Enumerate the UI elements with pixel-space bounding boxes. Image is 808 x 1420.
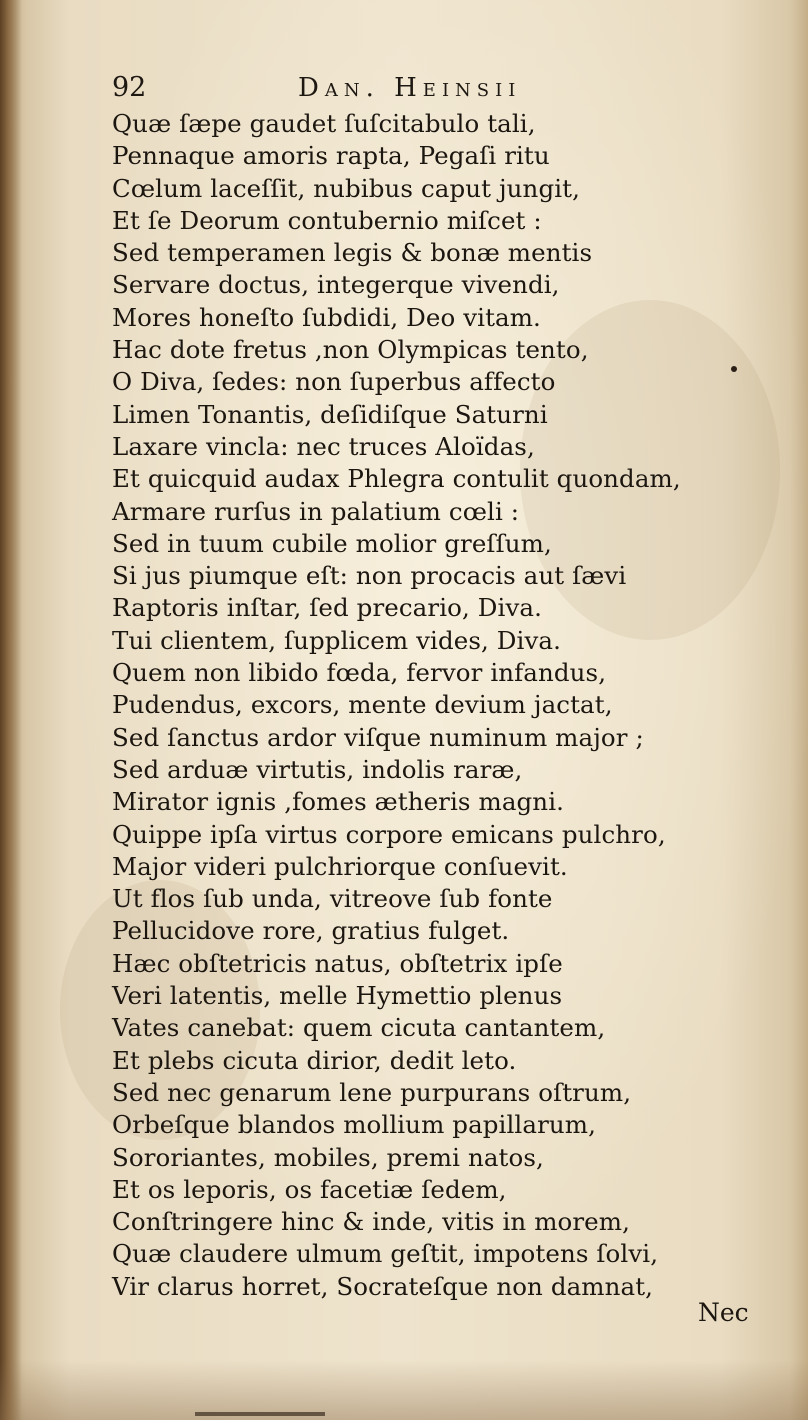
verse-line: Sed arduæ virtutis, indolis raræ, [112, 754, 523, 784]
verse-line: Pennaque amoris rapta, Pegaſi ritu [112, 141, 550, 171]
verse-block [112, 108, 712, 1303]
verse-line: Ut flos ſub unda, vitreove ſub fonte [112, 884, 553, 914]
verse-line: Major videri pulchriorque conſuevit. [112, 851, 568, 881]
verse-line: Mores honeſto ſubdidi, Deo vitam. [112, 302, 541, 332]
verse-line: Quem non libido fœda, fervor infandus, [112, 658, 607, 688]
verse-line: Hac dote fretus ,non Olympicas tento, [112, 335, 589, 365]
verse-line: Vir clarus horret, Socrateſque non damnat, [112, 1271, 654, 1301]
verse-line: Et ſe Deorum contubernio miſcet : [112, 205, 542, 235]
verse-line: Mirator ignis ,fomes ætheris magni. [112, 787, 565, 817]
spine-shadow [0, 0, 22, 1420]
verse-line: Conſtringere hinc & inde, vitis in morem, [112, 1207, 631, 1237]
verse-line: O Diva, ſedes: non ſuperbus affecto [112, 367, 556, 397]
verse-line: Laxare vincla: nec truces Aloïdas, [112, 431, 535, 461]
verse-line: Quippe ipſa virtus corpore emicans pulchro, [112, 819, 666, 849]
verse-line: Armare rurſus in palatium cœli : [112, 496, 520, 526]
verse-line: Raptoris inſtar, ſed precario, Diva. [112, 593, 542, 623]
verse-line: Sororiantes, mobiles, premi natos, [112, 1142, 544, 1172]
page-number: 92 [112, 72, 147, 103]
verse-line: Cœlum laceſſit, nubibus caput jungit, [112, 173, 580, 203]
verse-line: Tui clientem, ſupplicem vides, Diva. [112, 625, 562, 655]
catchword: Nec [698, 1298, 749, 1327]
page-header [112, 70, 592, 110]
verse-line: Servare doctus, integerque vivendi, [112, 270, 560, 300]
verse-line: Et os leporis, os facetiæ ſedem, [112, 1174, 507, 1204]
ink-speck [731, 366, 737, 372]
verse-line: Pellucidove rore, gratius fulget. [112, 916, 510, 946]
verse-line: Hæc obſtetricis natus, obſtetrix ipſe [112, 948, 563, 978]
verse-line: Quæ ſæpe gaudet ſuſcitabulo tali, [112, 109, 536, 138]
verse-line: Veri latentis, melle Hymettio plenus [112, 981, 563, 1011]
verse-line: Sed temperamen legis & bonæ mentis [112, 238, 593, 268]
verse-line: Sed in tuum cubile molior greſſum, [112, 528, 552, 558]
running-head: Dan. Heinsii [298, 73, 522, 103]
bottom-rule [195, 1412, 325, 1416]
verse-line: Pudendus, excors, mente devium jactat, [112, 690, 613, 720]
verse-line: Et plebs cicuta dirior, dedit leto. [112, 1045, 517, 1075]
verse-line: Et quicquid audax Phlegra contulit quondam, [112, 464, 681, 494]
verse-line: Orbeſque blandos mollium papillarum, [112, 1110, 596, 1140]
verse-line: Sed nec genarum lene purpurans oſtrum, [112, 1077, 632, 1107]
verse-line: Vates canebat: quem cicuta cantantem, [112, 1013, 606, 1043]
verse-line: Limen Tonantis, deſidiſque Saturni [112, 399, 548, 429]
verse-line: Sed ſanctus ardor viſque numinum major ; [112, 722, 644, 752]
verse-line: Quæ claudere ulmum geſtit, impotens ſolvi, [112, 1239, 659, 1269]
verse-line: Si jus piumque eſt: non procacis aut ſævi [112, 561, 627, 591]
page-bottom-shading [0, 1360, 808, 1420]
